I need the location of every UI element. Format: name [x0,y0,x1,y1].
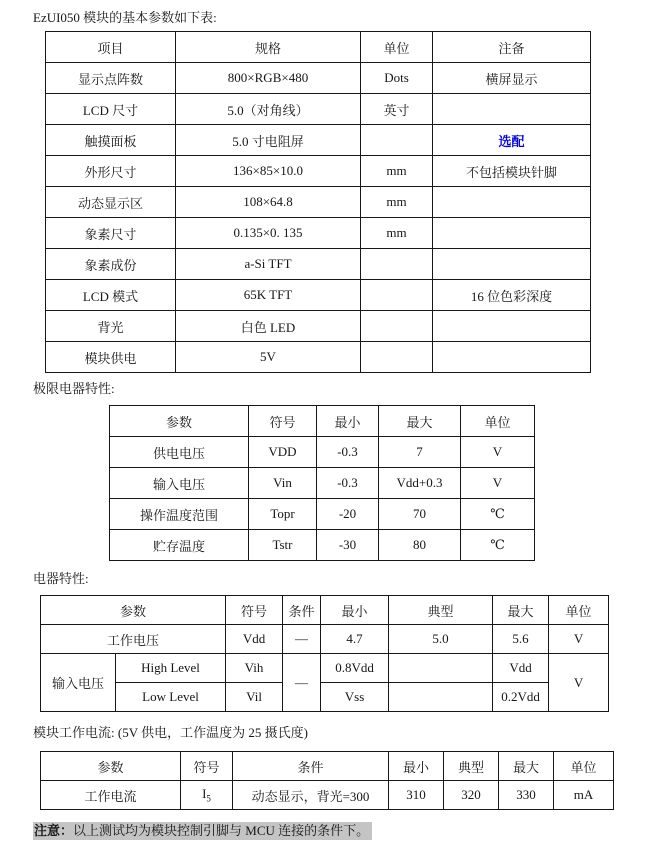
cell: 工作电压 [41,625,226,654]
cell [181,781,233,810]
table-row [41,781,614,810]
col-header: 单位 [461,406,535,437]
cell [361,280,433,311]
cell: V [461,437,535,468]
table-row [46,94,591,125]
table-row [46,342,591,373]
cell: 触摸面板 [46,125,176,156]
col-header: 单位 [361,32,433,63]
cell [433,187,591,218]
cell: 5.0 寸电阻屏 [176,125,361,156]
col-header: 注备 [433,32,591,63]
footer-note [33,820,372,839]
cell: 动态显示区 [46,187,176,218]
col-header: 参数 [110,406,249,437]
table-row [41,683,609,712]
cell: Vdd [226,625,283,654]
electrical-section-title: 电器特性: [33,571,89,586]
table-row [46,311,591,342]
col-header: 单位 [554,752,614,781]
cell [361,311,433,342]
page-intro: EzUI050 模块的基本参数如下表: [33,10,217,25]
current-symbol-subscript: 5 [206,793,211,804]
col-header: 单位 [549,596,609,625]
cell: 显示点阵数 [46,63,176,94]
col-header: 符号 [249,406,317,437]
col-header: 最大 [379,406,461,437]
cell: 象素尺寸 [46,218,176,249]
table-row [46,218,591,249]
cell [433,311,591,342]
cell: High Level [116,654,226,683]
table-row [46,63,591,94]
table-row [110,499,535,530]
cell: 4.7 [321,625,389,654]
cell [389,654,493,683]
cell: LCD 模式 [46,280,176,311]
cell: mm [361,156,433,187]
cell: 贮存温度 [110,530,249,561]
col-header: 最大 [493,596,549,625]
table-header-row [46,32,591,63]
col-header: 条件 [233,752,389,781]
cell: 工作电流 [41,781,181,810]
cell [433,249,591,280]
col-header: 符号 [226,596,283,625]
operating-current-table [40,751,614,810]
cell [389,683,493,712]
cell: 310 [389,781,444,810]
table-row [46,187,591,218]
cell: Vih [226,654,283,683]
cell: ℃ [461,530,535,561]
cell: — [283,625,321,654]
cell: 供电电压 [110,437,249,468]
cell: 5.6 [493,625,549,654]
cell: 0.135×0. 135 [176,218,361,249]
cell: 330 [499,781,554,810]
electrical-characteristics-table [40,595,609,712]
footer-note-highlight [33,822,372,840]
cell [433,218,591,249]
cell: V [549,654,609,712]
cell: Vil [226,683,283,712]
cell: mm [361,187,433,218]
cell: Topr [249,499,317,530]
cell: 输入电压 [110,468,249,499]
cell: — [283,654,321,712]
cell: 象素成份 [46,249,176,280]
cell: 模块供电 [46,342,176,373]
cell: 横屏显示 [433,63,591,94]
cell: 外形尺寸 [46,156,176,187]
cell: VDD [249,437,317,468]
cell: -20 [317,499,379,530]
current-section-title: 模块工作电流: (5V 供电，工作温度为 25 摄氏度) [33,725,308,740]
col-header: 参数 [41,752,181,781]
cell: 7 [379,437,461,468]
cell [433,125,591,156]
cell: ℃ [461,499,535,530]
cell: 800×RGB×480 [176,63,361,94]
limit-ratings-table [109,405,535,561]
col-header: 典型 [389,596,493,625]
cell [361,249,433,280]
cell: 背光 [46,311,176,342]
cell: 16 位色彩深度 [433,280,591,311]
cell: V [549,625,609,654]
cell: 不包括模块针脚 [433,156,591,187]
col-header: 最小 [321,596,389,625]
basic-parameters-table [45,31,591,373]
table-header-row [110,406,535,437]
col-header: 最小 [389,752,444,781]
cell: 108×64.8 [176,187,361,218]
table-row [46,156,591,187]
cell: 输入电压 [41,654,116,712]
cell: 5V [176,342,361,373]
cell: 0.2Vdd [493,683,549,712]
col-header: 符号 [181,752,233,781]
cell: Low Level [116,683,226,712]
cell: 操作温度范围 [110,499,249,530]
col-header: 最大 [499,752,554,781]
table-row [110,530,535,561]
cell: V [461,468,535,499]
cell: Vdd [493,654,549,683]
cell: Dots [361,63,433,94]
cell: 白色 LED [176,311,361,342]
cell: Vdd+0.3 [379,468,461,499]
cell [433,342,591,373]
col-header: 典型 [444,752,499,781]
cell [361,342,433,373]
table-header-row [41,752,614,781]
cell: mA [554,781,614,810]
cell: 80 [379,530,461,561]
col-header: 条件 [283,596,321,625]
cell: 动态显示，背光=300 [233,781,389,810]
table-row [46,249,591,280]
table-row [110,468,535,499]
cell: -0.3 [317,468,379,499]
cell: 0.8Vdd [321,654,389,683]
col-header: 规格 [176,32,361,63]
cell: 5.0 [389,625,493,654]
cell: Tstr [249,530,317,561]
cell: 65K TFT [176,280,361,311]
table-header-row [41,596,609,625]
cell: Vss [321,683,389,712]
cell: LCD 尺寸 [46,94,176,125]
col-header: 参数 [41,596,226,625]
cell: -0.3 [317,437,379,468]
col-header: 最小 [317,406,379,437]
table-row [46,280,591,311]
cell: 英寸 [361,94,433,125]
note-text: 以上测试均为模块控制引脚与 MCU 连接的条件下。 [73,823,370,838]
col-header: 项目 [46,32,176,63]
limits-section-title: 极限电器特性: [33,381,115,396]
cell: 5.0（对角线） [176,94,361,125]
cell: mm [361,218,433,249]
cell: -30 [317,530,379,561]
cell: 320 [444,781,499,810]
note-label: 注意： [34,823,74,838]
table-row [41,654,609,683]
cell: 70 [379,499,461,530]
optional-link[interactable]: 选配 [498,133,525,149]
table-row [41,625,609,654]
cell [361,125,433,156]
cell [433,94,591,125]
cell: 136×85×10.0 [176,156,361,187]
table-row [110,437,535,468]
table-row [46,125,591,156]
cell: Vin [249,468,317,499]
current-symbol: I [202,786,207,802]
cell: a-Si TFT [176,249,361,280]
